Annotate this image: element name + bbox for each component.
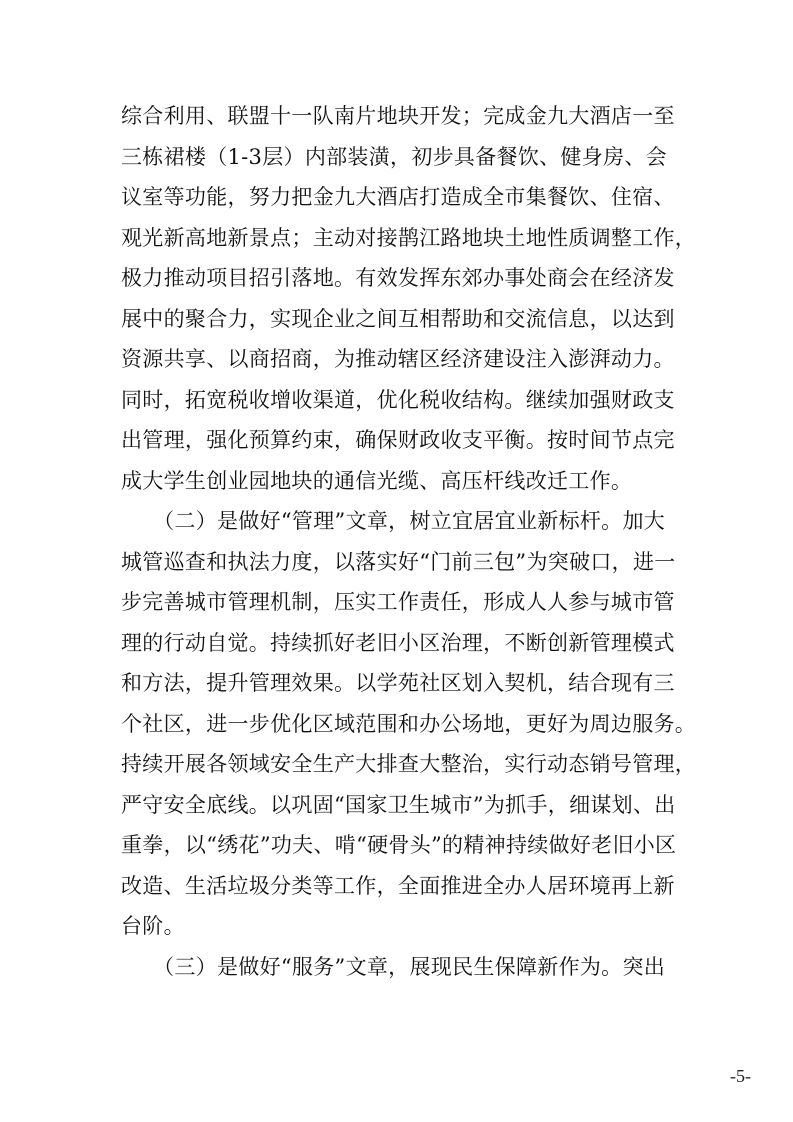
text-line: 城管巡查和执法力度，以落实好“门前三包”为突破口，进一 [121,549,676,574]
text-line: 步完善城市管理机制，压实工作责任，形成人人参与城市管 [121,590,675,614]
page-number: -5- [730,1066,751,1086]
text-line: 展中的聚合力，实现企业之间互相帮助和交流信息，以达到 [121,306,675,331]
text-line: 台阶。 [121,914,185,938]
document-body [121,96,697,987]
text-line: 和方法，提升管理效果。以学苑社区划入契机，结合现有三 [121,671,675,695]
text-line: 同时，拓宽税收增收渠道，优化税收结构。继续加强财政支 [121,387,675,412]
text-line: 议室等功能，努力把金九大酒店打造成全市集餐饮、住宿、 [121,185,675,209]
text-line: 成大学生创业园地块的通信光缆、高压杆线改迁工作。 [121,468,633,493]
text-line: （三）是做好“服务”文章，展现民生保障新作为。突出 [121,954,666,979]
text-line: 资源共享、以商招商，为推动辖区经济建设注入澎湃动力。 [121,347,675,371]
text-line: （二）是做好“管理”文章，树立宜居宜业新标杆。加大 [121,509,666,533]
text-line: 出管理，强化预算约束，确保财政收支平衡。按时间节点完 [121,428,675,452]
text-line: 重拳，以“绣花”功夫、啃“硬骨头”的精神持续做好老旧小区 [121,833,677,857]
text-line: 理的行动自觉。持续抓好老旧小区治理，不断创新管理模式 [121,630,675,655]
text-line: 改造、生活垃圾分类等工作，全面推进全办人居环境再上新 [121,873,675,898]
text-line: 持续开展各领域安全生产大排查大整治，实行动态销号管理， [121,752,697,776]
text-line: 三栋裙楼（1-3层）内部装潢，初步具备餐饮、健身房、会 [121,144,667,169]
text-line: 观光新高地新景点；主动对接鹊江路地块土地性质调整工作， [121,225,697,250]
text-line: 个社区，进一步优化区域范围和办公场地，更好为周边服务。 [121,711,697,736]
text-line: 严守安全底线。以巩固“国家卫生城市”为抓手，细谋划、出 [121,792,676,817]
text-line: 极力推动项目招引落地。有效发挥东郊办事处商会在经济发 [121,266,675,290]
text-line: 综合利用、联盟十一队南片地块开发；完成金九大酒店一至 [121,104,675,128]
